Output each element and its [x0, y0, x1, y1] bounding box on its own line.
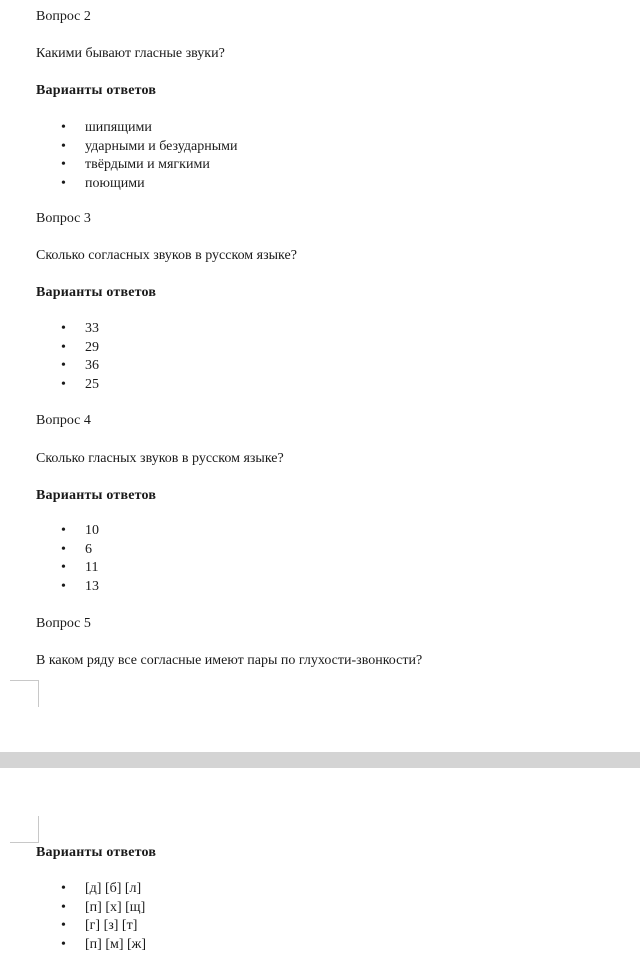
list-item: • [п] [х] [щ] [36, 899, 146, 918]
list-item: • 29 [36, 339, 99, 358]
list-item: • ударными и безударными [36, 138, 237, 157]
question-5-options-list [36, 880, 146, 954]
question-5-heading: Вопрос 5 [36, 616, 91, 631]
question-4-text: Сколько гласных звуков в русском языке? [36, 451, 284, 466]
margin-corner-mark [10, 816, 39, 843]
list-item: • шипящими [36, 119, 237, 138]
question-5-text: В каком ряду все согласные имеют пары по глухости-звонкости? [36, 653, 423, 668]
list-item: • [г] [з] [т] [36, 917, 146, 936]
question-4-heading: Вопрос 4 [36, 413, 91, 428]
page-break-gap [0, 752, 640, 768]
question-5-options-label: Варианты ответов [36, 845, 157, 860]
margin-corner-mark [10, 680, 39, 707]
list-item: • 13 [36, 578, 99, 597]
question-3-heading: Вопрос 3 [36, 211, 91, 226]
question-2-options-label: Варианты ответов [36, 83, 157, 98]
question-4-options-list [36, 522, 99, 596]
question-2-options-list [36, 119, 237, 193]
list-item: • 36 [36, 357, 99, 376]
list-item: • [д] [б] [л] [36, 880, 146, 899]
list-item: • 10 [36, 522, 99, 541]
question-3-text: Сколько согласных звуков в русском языке? [36, 248, 297, 263]
list-item: • поющими [36, 175, 237, 194]
list-item: • 25 [36, 376, 99, 395]
question-3-options-label: Варианты ответов [36, 285, 157, 300]
list-item: • твёрдыми и мягкими [36, 156, 237, 175]
question-4-options-label: Варианты ответов [36, 488, 157, 503]
list-item: • 33 [36, 320, 99, 339]
document-page-2 [0, 768, 640, 974]
question-3-options-list [36, 320, 99, 394]
question-2-heading: Вопрос 2 [36, 9, 91, 24]
list-item: • 6 [36, 541, 99, 560]
list-item: • 11 [36, 559, 99, 578]
list-item: • [п] [м] [ж] [36, 936, 146, 955]
question-2-text: Какими бывают гласные звуки? [36, 46, 225, 61]
